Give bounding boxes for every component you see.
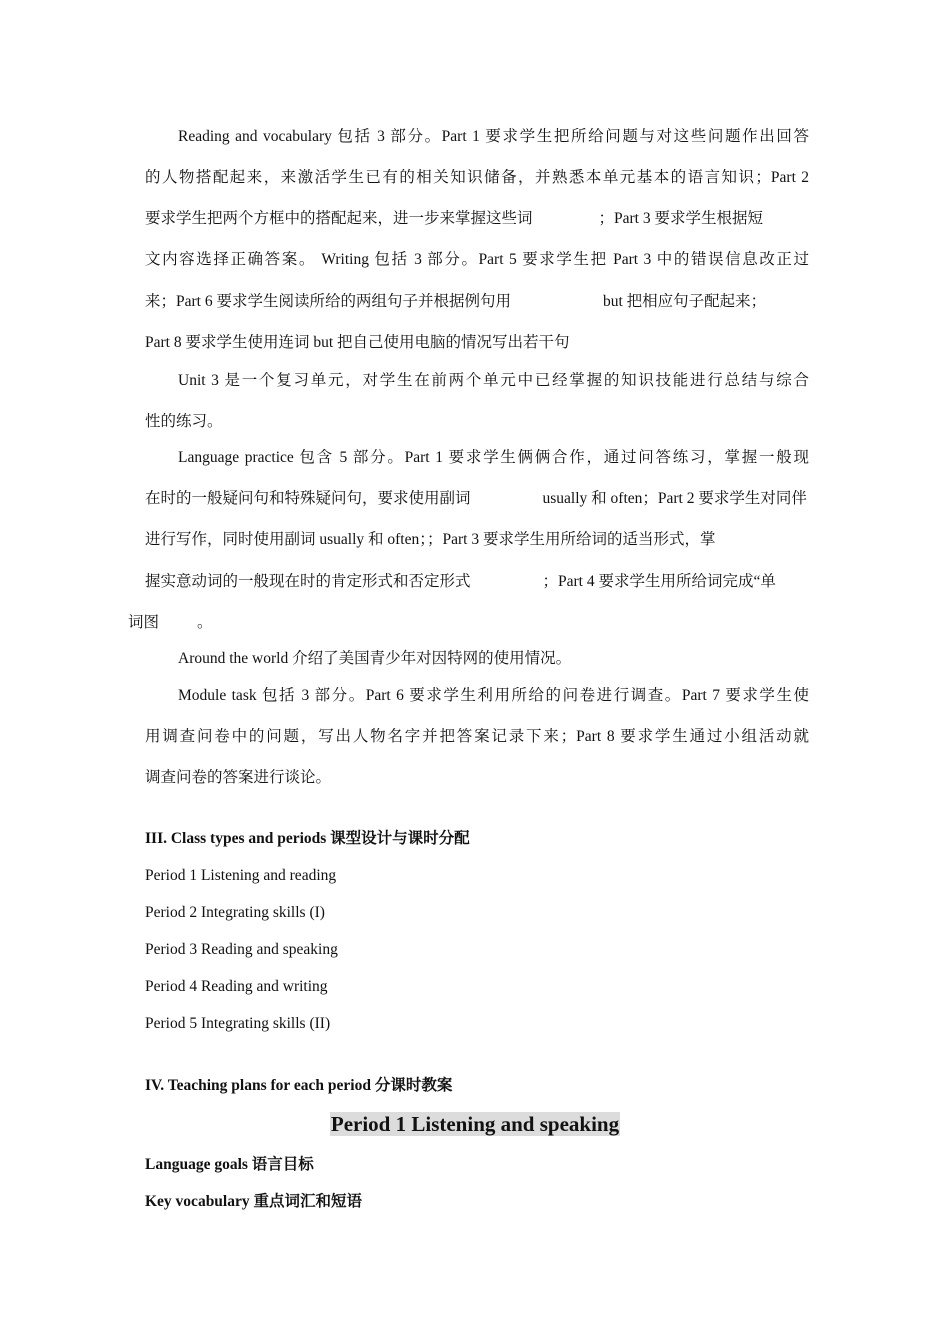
paragraph-line: 用调查问卷中的问题，写出人物名字并把答案记录下来；Part 8 要求学生通过小组活动就	[145, 728, 809, 745]
paragraph-line: 文内容选择正确答案。 Writing 包括 3 部分。Part 5 要求学生把 Part 3 中的错误信息改正过	[145, 251, 809, 268]
paragraph-line: 的人物搭配起来，来激活学生已有的相关知识储备，并熟悉本单元基本的语言知识；Part 2	[145, 169, 809, 186]
period-list-item: Period 1 Listening and reading	[145, 867, 337, 884]
paragraph-text: ；Part 4 要求学生用所给词完成“单	[542, 573, 776, 590]
paragraph-line: 性的练习。	[145, 413, 223, 430]
paragraph-line: Language practice 包含 5 部分。Part 1 要求学生俩俩合作，通过问答练习，掌握一般现	[178, 449, 809, 466]
paragraph-line: 调查问卷的答案进行谈论。	[145, 769, 332, 786]
paragraph-text: usually 和 often；Part 2 要求学生对同伴	[542, 490, 807, 507]
paragraph-line	[145, 209, 809, 229]
paragraph-text: 词图	[128, 614, 160, 631]
paragraph-text: ；Part 3 要求学生根据短	[598, 210, 763, 227]
paragraph-text: 在时的一般疑问句和特殊疑问句，要求使用副词	[145, 490, 471, 507]
period-list-item: Period 2 Integrating skills (I)	[145, 904, 325, 921]
period-list-item: Period 3 Reading and speaking	[145, 941, 338, 958]
period-title-text: Period 1 Listening and speaking	[330, 1112, 620, 1136]
section-heading: III. Class types and periods 课型设计与课时分配	[145, 830, 470, 847]
paragraph-line: Module task 包括 3 部分。Part 6 要求学生利用所给的问卷进行调查。Part 7 要求学生使	[178, 687, 809, 704]
paragraph-line	[145, 572, 809, 592]
period-list-item: Period 5 Integrating skills (II)	[145, 1015, 331, 1032]
paragraph-text: 。	[197, 614, 213, 631]
paragraph-line: 进行写作，同时使用副词 usually 和 often；；Part 3 要求学生用所给词的适当形式，掌	[145, 531, 716, 548]
paragraph-text: 要求学生把两个方框中的搭配起来，进一步来掌握这些词	[145, 210, 533, 227]
paragraph-line: Around the world 介绍了美国青少年对因特网的使用情况。	[178, 650, 572, 667]
period-title	[0, 1110, 950, 1138]
paragraph-line	[128, 613, 792, 633]
subheading: Language goals 语言目标	[145, 1156, 314, 1173]
paragraph-text: but 把相应句子配起来；	[602, 293, 767, 310]
section-heading: IV. Teaching plans for each period 分课时教案	[145, 1077, 453, 1094]
period-list-item: Period 4 Reading and writing	[145, 978, 328, 995]
paragraph-line: Reading and vocabulary 包括 3 部分。Part 1 要求学生把所给问题与对这些问题作出回答	[178, 128, 809, 145]
paragraph-line	[145, 292, 809, 312]
paragraph-line	[145, 489, 809, 509]
paragraph-text: 来；Part 6 要求学生阅读所给的两组句子并根据例句用	[145, 293, 511, 310]
paragraph-line: Unit 3 是一个复习单元，对学生在前两个单元中已经掌握的知识技能进行总结与综合	[178, 372, 809, 389]
paragraph-text: 握实意动词的一般现在时的肯定形式和否定形式	[145, 573, 471, 590]
paragraph-line: Part 8 要求学生使用连词 but 把自己使用电脑的情况写出若干句	[145, 334, 570, 351]
subheading: Key vocabulary 重点词汇和短语	[145, 1193, 362, 1210]
